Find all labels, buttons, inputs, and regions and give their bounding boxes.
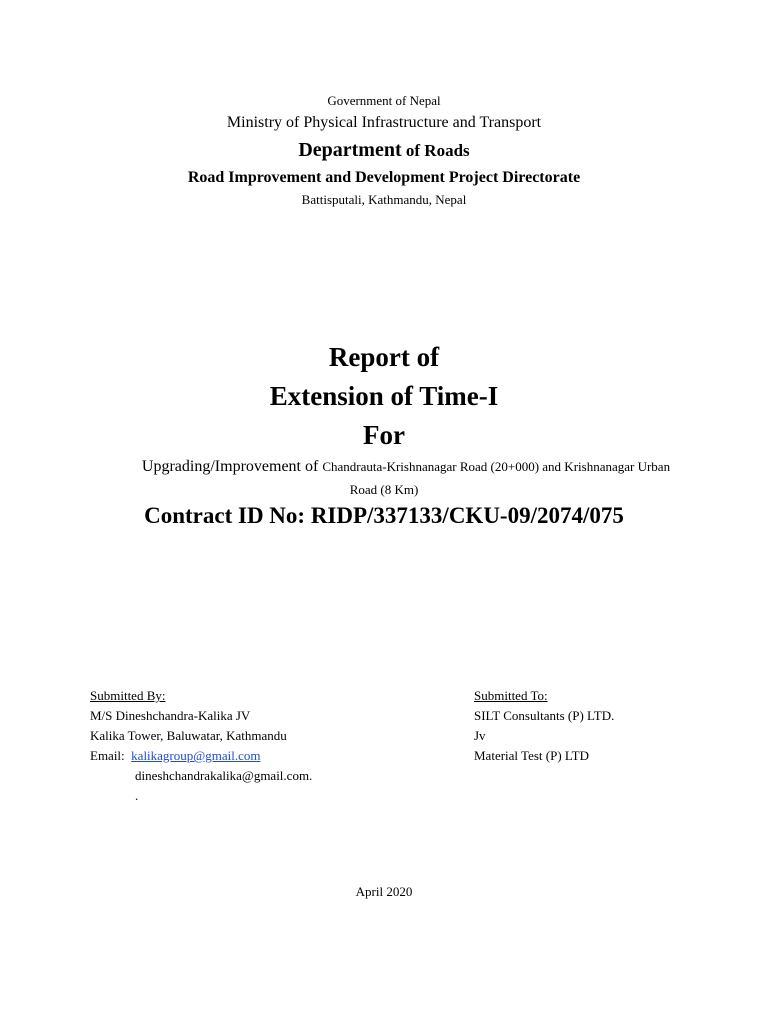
contract-id: Contract ID No: RIDP/337133/CKU-09/2074/075 bbox=[144, 503, 624, 528]
recipient-line1: SILT Consultants (P) LTD. bbox=[474, 708, 615, 723]
office-address: Battisputali, Kathmandu, Nepal bbox=[301, 192, 467, 207]
submitter-name: M/S Dineshchandra-Kalika JV bbox=[90, 708, 251, 723]
government-name: Government of Nepal bbox=[327, 93, 441, 108]
recipient-line2: Jv bbox=[474, 728, 486, 743]
trailing-dot: . bbox=[135, 788, 139, 803]
recipient-line3: Material Test (P) LTD bbox=[474, 748, 589, 763]
submitted-to-heading: Submitted To: bbox=[474, 688, 548, 703]
submitted-by-block bbox=[90, 686, 312, 806]
submitter-email-secondary: dineshchandrakalika@gmail.com. bbox=[135, 768, 313, 783]
department-rest: of Roads bbox=[401, 141, 470, 160]
department-main: Department bbox=[298, 139, 402, 161]
submitter-address: Kalika Tower, Baluwatar, Kathmandu bbox=[90, 728, 287, 743]
project-description-line1 bbox=[0, 458, 768, 476]
ministry-name: Ministry of Physical Infrastructure and Transport bbox=[226, 114, 542, 131]
project-name: Chandrauta-Krishnanagar Road (20+000) and Krishnanagar Urban bbox=[322, 459, 671, 474]
email-link-primary[interactable]: kalikagroup@gmail.com bbox=[131, 748, 261, 763]
submitted-to-block bbox=[474, 686, 614, 766]
department-name bbox=[0, 139, 768, 162]
report-date: April 2020 bbox=[355, 884, 413, 899]
project-prefix: Upgrading/Improvement of bbox=[141, 458, 323, 475]
submitted-by-heading: Submitted By: bbox=[90, 688, 166, 703]
directorate-name: Road Improvement and Development Project Directorate bbox=[187, 169, 581, 186]
report-title-line2: Extension of Time-I bbox=[269, 381, 499, 411]
project-description-line2: Road (8 Km) bbox=[349, 482, 419, 497]
submitter-email-row bbox=[90, 746, 312, 766]
report-title-line1: Report of bbox=[328, 342, 440, 372]
report-title-line3: For bbox=[363, 420, 405, 450]
email-label: Email: bbox=[90, 748, 132, 763]
